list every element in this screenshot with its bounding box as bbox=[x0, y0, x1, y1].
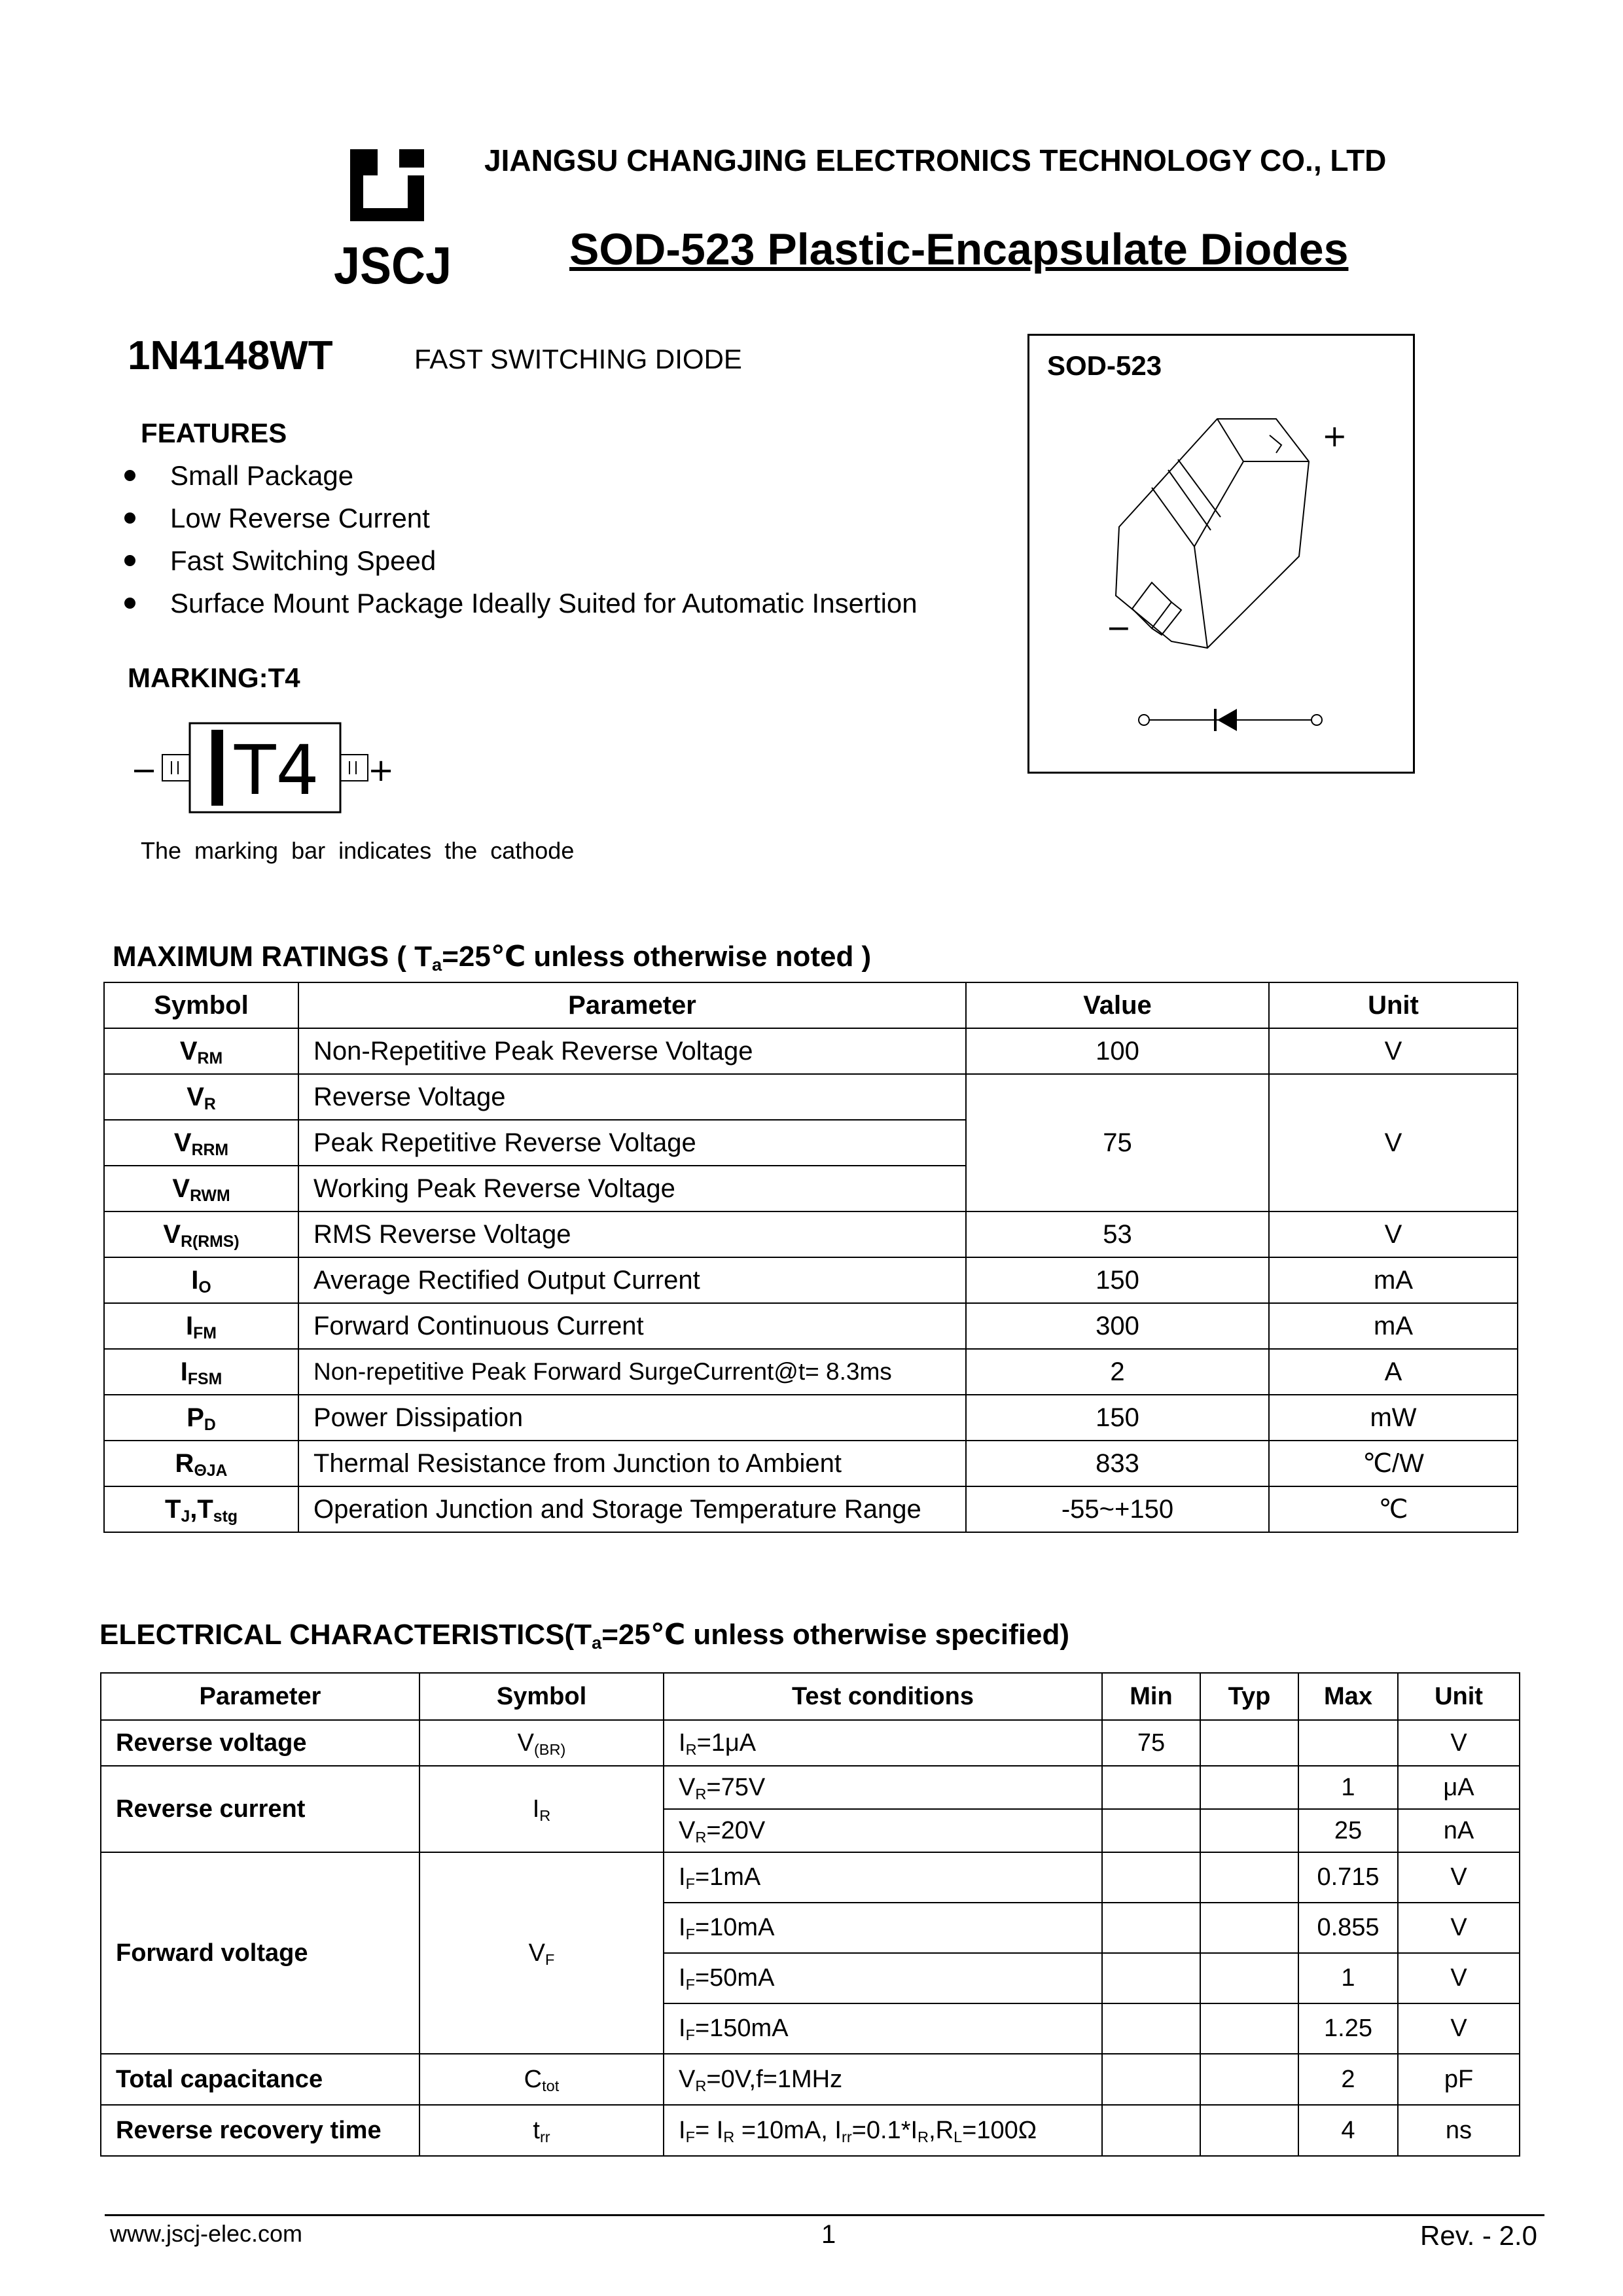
marking-code: T4 bbox=[234, 730, 319, 810]
table-row bbox=[104, 1211, 1518, 1257]
symbol-cell: $t_{rr}$ bbox=[419, 2105, 664, 2156]
symbol-cell: $P_D$ bbox=[104, 1395, 298, 1441]
column-header: Typ bbox=[1200, 1673, 1298, 1720]
table-row bbox=[104, 1303, 1518, 1349]
symbol-cell: $V_{RM}$ bbox=[104, 1028, 298, 1074]
feature-item: Surface Mount Package Ideally Suited for Automatic Insertion bbox=[124, 588, 918, 619]
maximum-ratings-table bbox=[103, 982, 1518, 1533]
parameter-cell: Working Peak Reverse Voltage bbox=[298, 1166, 966, 1211]
bullet-icon bbox=[124, 598, 135, 609]
ratings-heading: MAXIMUM RATINGS ( $T_a=25℃$ unless otherwise noted ) bbox=[113, 941, 872, 975]
unit-cell: mA bbox=[1269, 1257, 1518, 1303]
table-row bbox=[104, 1074, 1518, 1120]
parameter-cell: Operation Junction and Storage Temperature Range bbox=[298, 1486, 966, 1532]
condition-cell: $I_F= I_R =10mA$, $I_{rr}=0.1*I_R,R_L=100\Omega$ bbox=[664, 2105, 1102, 2156]
typ-cell bbox=[1200, 1852, 1298, 1903]
parameter-cell: Forward Continuous Current bbox=[298, 1303, 966, 1349]
symbol-cell: $R_{\Theta JA}$ bbox=[104, 1441, 298, 1486]
table-row bbox=[101, 1720, 1520, 1766]
unit-cell: V bbox=[1269, 1074, 1518, 1211]
bullet-icon bbox=[124, 470, 135, 481]
unit-cell: V bbox=[1398, 1953, 1520, 2003]
unit-cell: μA bbox=[1398, 1766, 1520, 1809]
typ-cell bbox=[1200, 2105, 1298, 2156]
max-cell: 1 bbox=[1298, 1766, 1398, 1809]
cathode-bar bbox=[211, 730, 223, 806]
document-title: SOD-523 Plastic-Encapsulate Diodes bbox=[569, 224, 1349, 274]
value-cell: 53 bbox=[966, 1211, 1269, 1257]
plus-symbol: + bbox=[368, 752, 395, 789]
symbol-cell: $V_F$ bbox=[419, 1852, 664, 2054]
min-cell bbox=[1102, 1809, 1200, 1852]
feature-item: Small Package bbox=[124, 460, 353, 492]
value-cell: 100 bbox=[966, 1028, 1269, 1074]
company-name: JIANGSU CHANGJING ELECTRONICS TECHNOLOGY CO., LTD bbox=[484, 143, 1387, 177]
parameter-cell: Forward voltage bbox=[101, 1852, 419, 2054]
max-cell bbox=[1298, 1720, 1398, 1766]
unit-cell: V bbox=[1398, 1903, 1520, 1953]
symbol-cell: $V_{RRM}$ bbox=[104, 1120, 298, 1166]
unit-cell: A bbox=[1269, 1349, 1518, 1395]
logo-text: JSCJ bbox=[334, 236, 452, 293]
max-cell: 0.715 bbox=[1298, 1852, 1398, 1903]
company-logo bbox=[330, 143, 455, 293]
marking-heading: MARKING:T4 bbox=[128, 662, 300, 693]
symbol-cell: $I_{FM}$ bbox=[104, 1303, 298, 1349]
parameter-cell: Non-Repetitive Peak Reverse Voltage bbox=[298, 1028, 966, 1074]
electrical-characteristics-table bbox=[100, 1672, 1520, 2157]
parameter-cell: Reverse Voltage bbox=[298, 1074, 966, 1120]
unit-cell: mA bbox=[1269, 1303, 1518, 1349]
package-minus-symbol: − bbox=[1106, 610, 1132, 645]
typ-cell bbox=[1200, 1809, 1298, 1852]
symbol-cell: $C_{tot}$ bbox=[419, 2054, 664, 2105]
revision-label: Rev. - 2.0 bbox=[1420, 2220, 1537, 2251]
symbol-cell: $T_J,T_{stg}$ bbox=[104, 1486, 298, 1532]
unit-cell: V bbox=[1269, 1211, 1518, 1257]
electrical-heading: ELECTRICAL $CHARACTERISTICS(T_a=25℃$ unless otherwise specified) bbox=[99, 1619, 1069, 1653]
typ-cell bbox=[1200, 1720, 1298, 1766]
column-header: Symbol bbox=[419, 1673, 664, 1720]
min-cell bbox=[1102, 1953, 1200, 2003]
symbol-cell: $V_{RWM}$ bbox=[104, 1166, 298, 1211]
symbol-cell: $I_O$ bbox=[104, 1257, 298, 1303]
value-cell: -55~+150 bbox=[966, 1486, 1269, 1532]
column-header: Parameter bbox=[101, 1673, 419, 1720]
column-header: Max bbox=[1298, 1673, 1398, 1720]
footer-website: www.jscj-elec.com bbox=[110, 2220, 303, 2247]
parameter-cell: Total capacitance bbox=[101, 2054, 419, 2105]
parameter-cell: Reverse voltage bbox=[101, 1720, 419, 1766]
unit-cell: V bbox=[1398, 1852, 1520, 1903]
diode-symbol-icon bbox=[1132, 704, 1329, 736]
typ-cell bbox=[1200, 1903, 1298, 1953]
parameter-cell: RMS Reverse Voltage bbox=[298, 1211, 966, 1257]
unit-cell: mW bbox=[1269, 1395, 1518, 1441]
parameter-cell: Reverse recovery time bbox=[101, 2105, 419, 2156]
table-row bbox=[104, 1441, 1518, 1486]
unit-cell: V bbox=[1398, 1720, 1520, 1766]
table-row bbox=[101, 2054, 1520, 2105]
unit-cell: nA bbox=[1398, 1809, 1520, 1852]
condition-cell: $I_F=50mA$ bbox=[664, 1953, 1102, 2003]
bullet-icon bbox=[124, 512, 135, 524]
column-header: Test conditions bbox=[664, 1673, 1102, 1720]
footer-divider bbox=[105, 2214, 1544, 2216]
min-cell bbox=[1102, 2003, 1200, 2054]
unit-cell: ns bbox=[1398, 2105, 1520, 2156]
typ-cell bbox=[1200, 2054, 1298, 2105]
value-cell: 300 bbox=[966, 1303, 1269, 1349]
minus-symbol: − bbox=[131, 752, 158, 789]
max-cell: 0.855 bbox=[1298, 1903, 1398, 1953]
marking-note: The marking bar indicates the cathode bbox=[141, 837, 575, 864]
parameter-cell: Thermal Resistance from Junction to Ambient bbox=[298, 1441, 966, 1486]
max-cell: 2 bbox=[1298, 2054, 1398, 2105]
condition-cell: $I_F=150mA$ bbox=[664, 2003, 1102, 2054]
unit-cell: ℃/W bbox=[1269, 1441, 1518, 1486]
min-cell bbox=[1102, 2054, 1200, 2105]
table-header-row bbox=[104, 982, 1518, 1028]
unit-cell: V bbox=[1269, 1028, 1518, 1074]
feature-item: Fast Switching Speed bbox=[124, 545, 436, 577]
table-row bbox=[101, 1766, 1520, 1809]
table-row bbox=[101, 1852, 1520, 1903]
value-cell: 75 bbox=[966, 1074, 1269, 1211]
table-row bbox=[104, 1349, 1518, 1395]
condition-cell: $V_R=0V,f=1MHz$ bbox=[664, 2054, 1102, 2105]
table-header-row bbox=[101, 1673, 1520, 1720]
table-row bbox=[104, 1395, 1518, 1441]
min-cell: 75 bbox=[1102, 1720, 1200, 1766]
unit-cell: ℃ bbox=[1269, 1486, 1518, 1532]
table-row bbox=[104, 1257, 1518, 1303]
typ-cell bbox=[1200, 2003, 1298, 2054]
table-row bbox=[104, 1028, 1518, 1074]
package-label: SOD-523 bbox=[1047, 350, 1162, 381]
column-header: Value bbox=[966, 982, 1269, 1028]
min-cell bbox=[1102, 1766, 1200, 1809]
package-drawing bbox=[1106, 406, 1368, 655]
column-header: Symbol bbox=[104, 982, 298, 1028]
symbol-cell: $V_{R(RMS)}$ bbox=[104, 1211, 298, 1257]
parameter-cell: Reverse current bbox=[101, 1766, 419, 1852]
value-cell: 150 bbox=[966, 1257, 1269, 1303]
part-description: FAST SWITCHING DIODE bbox=[414, 344, 742, 374]
value-cell: 833 bbox=[966, 1441, 1269, 1486]
max-cell: 25 bbox=[1298, 1809, 1398, 1852]
typ-cell bbox=[1200, 1766, 1298, 1809]
features-heading: FEATURES bbox=[141, 418, 287, 448]
max-cell: 4 bbox=[1298, 2105, 1398, 2156]
bullet-icon bbox=[124, 555, 135, 566]
package-plus-symbol: + bbox=[1322, 418, 1347, 454]
column-header: Unit bbox=[1269, 982, 1518, 1028]
value-cell: 2 bbox=[966, 1349, 1269, 1395]
min-cell bbox=[1102, 1903, 1200, 1953]
unit-cell: V bbox=[1398, 2003, 1520, 2054]
value-cell: 150 bbox=[966, 1395, 1269, 1441]
symbol-cell: $I_R$ bbox=[419, 1766, 664, 1852]
min-cell bbox=[1102, 1852, 1200, 1903]
condition-cell: $V_R=20V$ bbox=[664, 1809, 1102, 1852]
min-cell bbox=[1102, 2105, 1200, 2156]
max-cell: 1.25 bbox=[1298, 2003, 1398, 2054]
symbol-cell: $I_{FSM}$ bbox=[104, 1349, 298, 1395]
typ-cell bbox=[1200, 1953, 1298, 2003]
condition-cell: $I_F=1mA$ bbox=[664, 1852, 1102, 1903]
part-number: 1N4148WT bbox=[128, 333, 333, 378]
marking-diagram bbox=[131, 710, 406, 821]
column-header: Unit bbox=[1398, 1673, 1520, 1720]
parameter-cell: Power Dissipation bbox=[298, 1395, 966, 1441]
condition-cell: $I_R=1\mu A$ bbox=[664, 1720, 1102, 1766]
parameter-cell: Non-repetitive Peak Forward SurgeCurrent@t= 8.3ms bbox=[298, 1349, 966, 1395]
symbol-cell: $V_{(BR)}$ bbox=[419, 1720, 664, 1766]
table-row bbox=[104, 1486, 1518, 1532]
parameter-cell: Average Rectified Output Current bbox=[298, 1257, 966, 1303]
parameter-cell: Peak Repetitive Reverse Voltage bbox=[298, 1120, 966, 1166]
condition-cell: $I_F=10mA$ bbox=[664, 1903, 1102, 1953]
max-cell: 1 bbox=[1298, 1953, 1398, 2003]
column-header: Min bbox=[1102, 1673, 1200, 1720]
table-row bbox=[101, 2105, 1520, 2156]
unit-cell: pF bbox=[1398, 2054, 1520, 2105]
column-header: Parameter bbox=[298, 982, 966, 1028]
feature-item: Low Reverse Current bbox=[124, 503, 430, 534]
symbol-cell: $V_R$ bbox=[104, 1074, 298, 1120]
condition-cell: $V_R=75V$ bbox=[664, 1766, 1102, 1809]
page-number: 1 bbox=[821, 2220, 836, 2249]
